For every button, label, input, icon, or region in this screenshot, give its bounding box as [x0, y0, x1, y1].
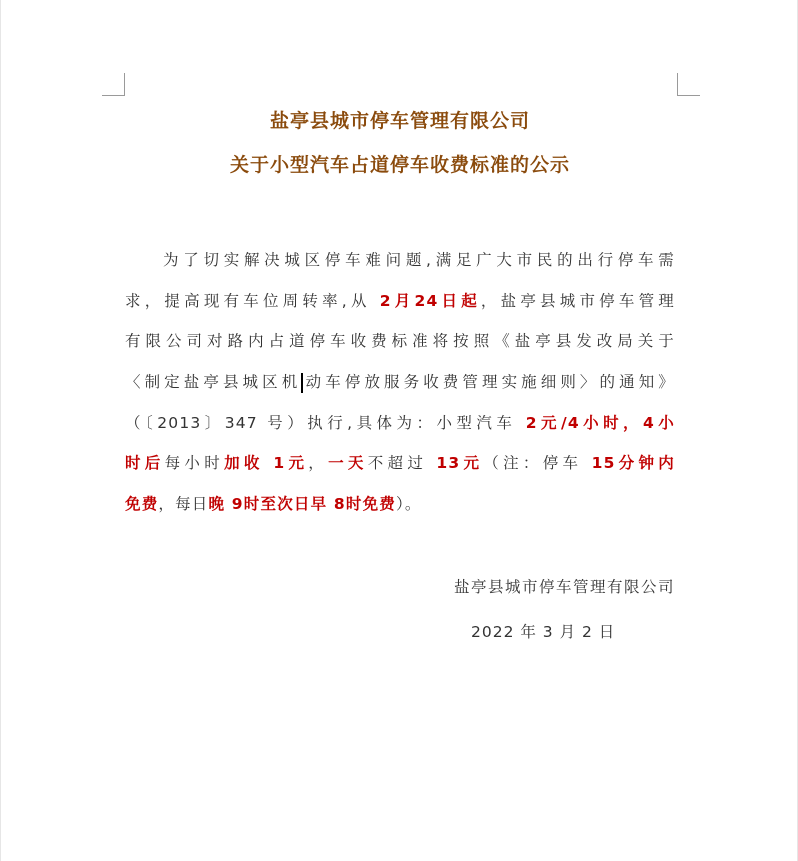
fee-highlight: 一天 [328, 454, 368, 473]
notice-title: 关于小型汽车占道停车收费标准的公示 [229, 154, 570, 176]
notice-body [125, 240, 675, 525]
body-line-1 [125, 240, 675, 281]
body-line-6 [125, 443, 675, 484]
body-line-7 [125, 484, 675, 525]
body-text-segment: （〔2013〕347 号）执行,具体为：小型汽车 [125, 413, 526, 432]
margin-corner-top-right [677, 73, 700, 96]
body-line-4 [125, 362, 675, 403]
body-text-segment: 有限公司对路内占道停车收费标准将按照《盐亭县发改局关于 [125, 332, 675, 351]
body-line-2 [125, 281, 675, 322]
body-text-segment: 每小时 [164, 454, 225, 473]
fee-highlight: 免费 [125, 495, 159, 514]
body-text-segment: ，盐亭县城市停车管理 [480, 291, 675, 310]
body-text-segment: 不超过 [367, 454, 437, 473]
signature-organization: 盐亭县城市停车管理有限公司 [453, 578, 675, 596]
fee-highlight: 时后 [125, 454, 165, 473]
body-text-segment: （注：停车 [483, 454, 592, 473]
free-time-highlight: 晚 9时至次日早 8时免费 [208, 495, 396, 514]
fee-highlight: 4小 [643, 413, 675, 432]
fee-highlight: 15分钟内 [591, 454, 675, 473]
body-text-segment: 动车停放服务收费管理实施细则〉的通知》 [302, 373, 675, 392]
signature-date: 2022 年 3 月 2 日 [471, 623, 616, 641]
body-line-5 [125, 403, 675, 444]
margin-corner-top-left [102, 73, 125, 96]
body-text-segment: 为了切实解决城区停车难问题,满足广大市民的出行停车需 [163, 251, 675, 269]
body-text-segment: 求，提高现有车位周转率,从 [125, 291, 380, 310]
body-line-3 [125, 321, 675, 362]
company-title: 盐亭县城市停车管理有限公司 [269, 110, 530, 132]
body-text-segment: ，每日 [158, 495, 209, 514]
body-text-segment: ， [308, 454, 329, 473]
fee-highlight: 13元 [436, 454, 484, 473]
body-text-segment: 〈制定盐亭县城区机 [125, 373, 302, 392]
effective-date-highlight: 2月24日起 [379, 291, 481, 310]
body-text-segment: ）。 [395, 495, 422, 514]
fee-highlight: 加收 1元 [224, 454, 309, 473]
fee-highlight: ， [623, 413, 644, 432]
fee-highlight: 2元/4小时 [525, 413, 624, 432]
